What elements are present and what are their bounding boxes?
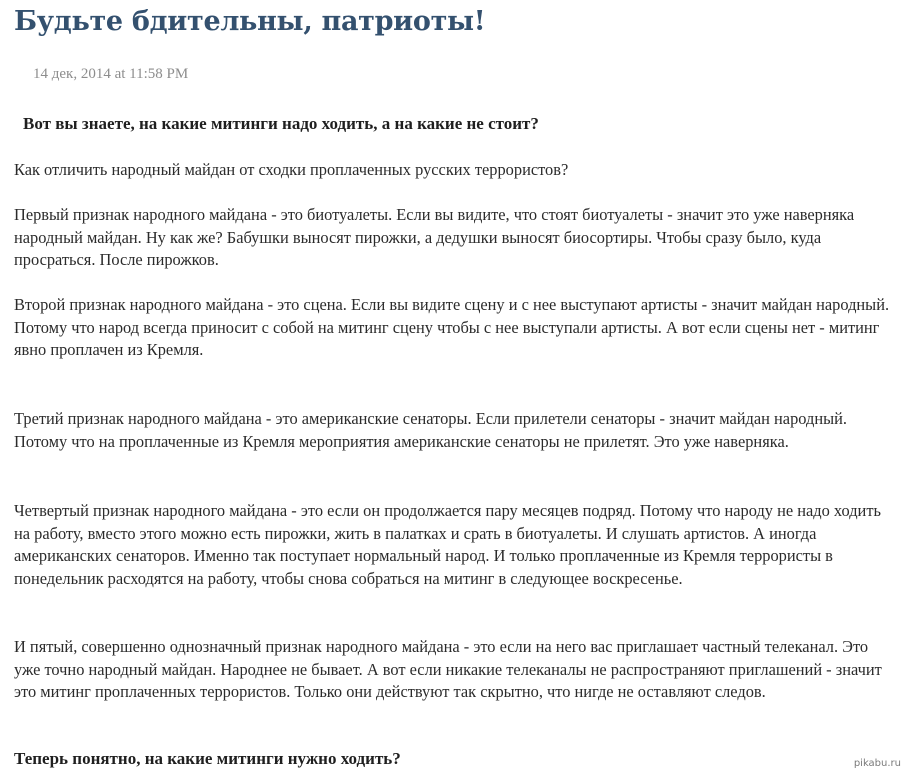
paragraph-first-sign: Первый признак народного майдана - это биотуалеты. Если вы видите, что стоят биотуалеты - значит это уже наверняка народный майдан. Ну как же? Бабушки выносят пирожки, а дедушки выносят биосортиры. Чтобы сразу было, куда просраться. После пирожков.: [14, 205, 855, 270]
closing-question: Теперь понятно, на какие митинги нужно ходить?: [14, 749, 401, 768]
paragraph-second-sign: Второй признак народного майдана - это сцена. Если вы видите сцену и с нее выступают артисты - значит майдан народный. Потому что народ всегда приносит с собой на митинг сцену чтобы с нее выступали артисты. А вот если сцены нет - митинг явно проплачен из Кремля.: [14, 295, 890, 360]
paragraph-fifth-sign: И пятый, совершенно однозначный признак народного майдана - это если на него вас приглашает частный телеканал. Это уже точно народный майдан. Народнее не бывает. А вот если никакие телеканалы не распространяют приглашений - значит это митинг проплаченных террористов. Только они действуют так скрытно, что нигде не оставляют следов.: [14, 637, 882, 702]
paragraph-fourth-sign: Четвертый признак народного майдана - это если он продолжается пару месяцев подряд. Потому что народу не надо ходить на работу, вместо этого можно есть пирожки, жить в палатках и срать в биотуалеты. И слушать артистов. А иногда американских сенаторов. Именно так поступает нормальный народ. И только проплаченные из Кремля террористы в понедельник расходятся на работу, чтобы снова собраться на митинг в следующее воскресенье.: [14, 501, 881, 589]
paragraph-third-sign: Третий признак народного майдана - это американские сенаторы. Если прилетели сенаторы - значит майдан народный. Потому что на проплаченные из Кремля мероприятия американские сенаторы не прилетят. Это уже наверняка.: [14, 409, 847, 451]
lead-question: Вот вы знаете, на какие митинги надо ходить, а на какие не стоит?: [23, 114, 539, 133]
paragraph-question: Как отличить народный майдан от сходки проплаченных русских террористов?: [14, 160, 569, 179]
article-title: Будьте бдительны, патриоты!: [14, 6, 486, 37]
site-watermark: pikabu.ru: [853, 758, 901, 769]
post-date: 14 дек, 2014 at 11:58 PM: [33, 66, 189, 82]
